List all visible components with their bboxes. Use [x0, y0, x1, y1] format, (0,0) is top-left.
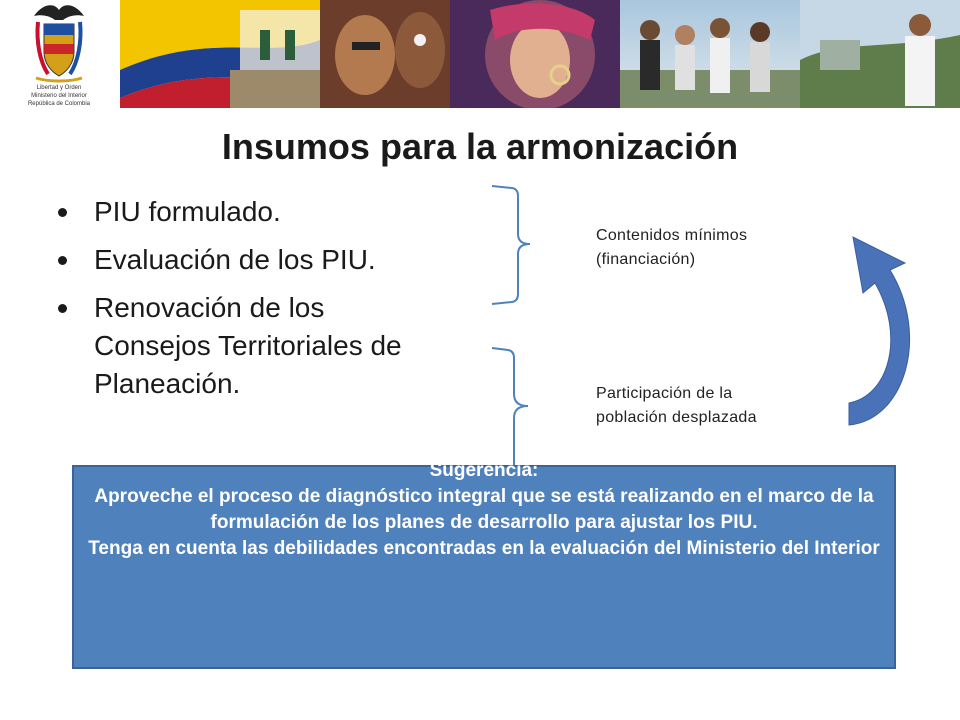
brace-bottom-icon — [492, 348, 528, 470]
bullet-text: Renovación de los Consejos Territoriales de Planeación. — [94, 292, 402, 399]
note-line: Participación de la — [596, 385, 733, 402]
suggestion-text: Aproveche el proceso de diagnóstico integral que se está realizando en el marco de la formulación de los planes de desarrollo para ajustar los PIU. — [94, 486, 874, 533]
photo-collage-banner — [120, 0, 960, 108]
bullet-item — [58, 193, 438, 231]
note-line: (financiación) — [596, 251, 696, 268]
right-braces — [480, 180, 550, 480]
crest-caption-line: Ministerio del Interior — [31, 93, 87, 99]
note-line: Contenidos mínimos — [596, 227, 748, 244]
crest-caption-line: República de Colombia — [27, 101, 91, 107]
slide-title: Insumos para la armonización — [221, 126, 739, 167]
suggestion-heading: Sugerencia: — [429, 460, 539, 481]
note-contenidos — [596, 224, 796, 272]
note-line: población desplazada — [596, 409, 757, 426]
bullet-text: PIU formulado. — [94, 196, 281, 227]
curved-arrow-icon — [835, 225, 925, 430]
bullet-text: Evaluación de los PIU. — [94, 244, 376, 275]
bullet-item — [58, 241, 438, 279]
colombia-coat-of-arms-icon — [30, 2, 88, 84]
crest-area — [0, 0, 118, 112]
crest-caption-line: Libertad y Orden — [36, 85, 82, 91]
header-banner — [0, 0, 960, 112]
bullet-dot-icon — [58, 208, 67, 217]
suggestion-text: Tenga en cuenta las debilidades encontradas en la evaluación del Ministerio del Interior — [88, 538, 880, 559]
bullet-list — [58, 193, 438, 413]
crest-caption — [0, 84, 118, 108]
suggestion-box — [72, 460, 896, 669]
bullet-dot-icon — [58, 304, 67, 313]
note-participacion — [596, 382, 836, 430]
bullet-dot-icon — [58, 256, 67, 265]
bullet-item — [58, 289, 438, 403]
brace-top-icon — [492, 186, 530, 304]
